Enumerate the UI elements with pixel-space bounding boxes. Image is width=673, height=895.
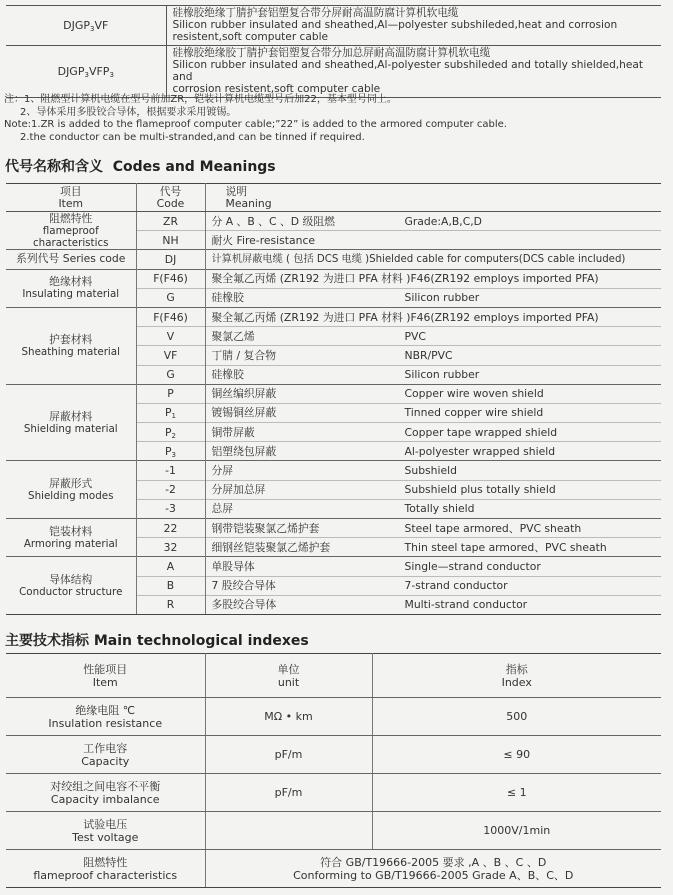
- code-value: $P_1$: [136, 403, 205, 422]
- meaning-cn: 分屏: [211, 464, 234, 478]
- code-value: A: [136, 557, 205, 576]
- meaning-text: 聚全氟乙丙烯 (ZR192 为进口 PFA 材料 )F46(ZR192 employs imported PFA): [211, 272, 599, 286]
- tech-item: 阻燃特性 flameproof characteristics: [6, 850, 205, 888]
- code-row: [6, 307, 661, 326]
- meaning-en: Steel tape armored、PVC sheath: [404, 521, 582, 535]
- tech-index: ≤ 90: [372, 736, 661, 774]
- code-meaning: [205, 250, 661, 269]
- meaning-en: Totally shield: [404, 502, 475, 516]
- code-item: [6, 461, 136, 519]
- code-value: -1: [136, 461, 205, 480]
- item-en: Conductor structure: [19, 585, 123, 598]
- note-en-2: 2.the conductor can be multi-stranded,and can be tinned if required.: [20, 131, 365, 143]
- code-value: P: [136, 384, 205, 403]
- meaning-cn: 硅橡胶: [211, 291, 244, 305]
- code-meaning: [205, 269, 661, 288]
- code-item: [6, 307, 136, 384]
- code-meaning: [205, 519, 661, 538]
- codes-table: [6, 183, 661, 615]
- meaning-cn: 单股导体: [211, 559, 255, 573]
- note-cn-2: 2、导体采用多股铰合导体，根据要求采用镀锡。: [20, 106, 237, 118]
- code-row: [6, 250, 661, 269]
- item-en: Shielding material: [23, 422, 118, 435]
- item-en: Insulating material: [22, 288, 120, 301]
- header-meaning: 说明 Meaning: [205, 184, 661, 212]
- tech-item: 绝缘电阻 ℃ Insulation resistance: [6, 698, 205, 736]
- tech-row: [6, 698, 661, 736]
- tech-row-flameproof: [6, 850, 661, 888]
- code-meaning: [205, 384, 661, 403]
- code-value: V: [136, 327, 205, 346]
- description-line: 硅橡胶绝缘胶丁腈护套铝塑复合带分加总屏耐高温防腐计算机软电缆: [172, 47, 491, 59]
- code-meaning: [205, 212, 661, 231]
- tech-unit: pF/m: [205, 736, 372, 774]
- code-value: 22: [136, 519, 205, 538]
- code-value: 32: [136, 538, 205, 557]
- meaning-en: NBR/PVC: [404, 348, 453, 362]
- item-en: Armoring material: [23, 537, 118, 550]
- tech-header-item: 性能项目 Item: [6, 654, 205, 698]
- model-row: [6, 46, 661, 98]
- tech-row: [6, 774, 661, 812]
- header-code: 代号 Code: [136, 184, 205, 212]
- tech-row: [6, 736, 661, 774]
- model-description: [166, 6, 661, 46]
- tech-item: 工作电容 Capacity: [6, 736, 205, 774]
- meaning-cn: 细钢丝铠装聚氯乙烯护套: [211, 540, 331, 554]
- meaning-en: Subshield plus totally shield: [404, 483, 556, 497]
- code-meaning: [205, 461, 661, 480]
- tech-unit: [205, 812, 372, 850]
- model-description: [166, 46, 661, 98]
- code-meaning: [205, 365, 661, 384]
- code-value: -2: [136, 480, 205, 499]
- meaning-en: Al-polyester wrapped shield: [404, 444, 556, 458]
- meaning-cn: 铜带屏蔽: [211, 425, 255, 439]
- code-value: F(F46): [136, 307, 205, 326]
- meaning-cn: 铝塑绕包屏蔽: [211, 444, 277, 458]
- meaning-en: Multi-strand conductor: [404, 598, 528, 612]
- meaning-en: Tinned copper wire shield: [404, 406, 544, 420]
- meaning-en: Copper tape wrapped shield: [404, 425, 558, 439]
- meaning-en: Single—strand conductor: [404, 559, 541, 573]
- tech-section-title: 主要技术指标 Main technological indexes: [5, 633, 309, 649]
- meaning-cn: 总屏: [211, 502, 234, 516]
- item-cn: 屏蔽材料: [49, 409, 93, 423]
- code-meaning: [205, 557, 661, 576]
- meaning-text: 计算机屏蔽电缆 ( 包括 DCS 电缆 )Shielded cable for computers(DCS cable included): [211, 254, 626, 266]
- code-row: [6, 557, 661, 576]
- meaning-text: 聚全氟乙丙烯 (ZR192 为进口 PFA 材料 )F46(ZR192 employs imported PFA): [211, 310, 599, 324]
- item-cn: 系列代号 Series code: [16, 252, 126, 266]
- header-item: 项目 Item: [6, 184, 136, 212]
- code-item: [6, 212, 136, 250]
- meaning-cn: 分屏加总屏: [211, 483, 266, 497]
- description-line: corrosion resistent,soft computer cable: [172, 83, 381, 95]
- codes-header-row: [6, 184, 661, 212]
- code-item: [6, 519, 136, 557]
- meaning-en: Subshield: [404, 464, 458, 478]
- code-row: [6, 384, 661, 403]
- notes: [4, 94, 664, 144]
- tech-header-row: [6, 654, 661, 698]
- code-meaning: [205, 576, 661, 595]
- meaning-cn: 7 股绞合导体: [211, 579, 276, 593]
- tech-unit: pF/m: [205, 774, 372, 812]
- tech-item: 试验电压 Test voltage: [6, 812, 205, 850]
- code-row: [6, 269, 661, 288]
- item-cn: 绝缘材料: [49, 275, 93, 289]
- tech-table: [6, 653, 661, 888]
- code-meaning: [205, 288, 661, 307]
- code-meaning: [205, 499, 661, 518]
- meaning-en: 7-strand conductor: [404, 579, 508, 593]
- tech-index: 1000V/1min: [372, 812, 661, 850]
- code-value: R: [136, 595, 205, 614]
- meaning-en: Grade:A,B,C,D: [404, 214, 482, 228]
- code-meaning: [205, 423, 661, 442]
- tech-item: 对绞组之间电容不平衡 Capacity imbalance: [6, 774, 205, 812]
- model-table: [6, 5, 661, 98]
- item-en: flameproof characteristics: [33, 224, 109, 249]
- item-cn: 屏蔽形式: [49, 476, 93, 490]
- item-cn: 护套材料: [49, 332, 93, 346]
- item-cn: 导体结构: [49, 572, 93, 586]
- description-line: resistent,soft computer cable: [172, 31, 329, 43]
- code-row: [6, 519, 661, 538]
- model-code: $DJGP_3VFP_3$: [6, 46, 166, 98]
- item-cn: 铠装材料: [49, 524, 93, 538]
- tech-index: 500: [372, 698, 661, 736]
- code-item: [6, 269, 136, 307]
- code-meaning: [205, 231, 661, 250]
- code-value: $P_3$: [136, 442, 205, 461]
- meaning-en: Silicon rubber: [404, 368, 480, 382]
- note-en-1: Note:1.ZR is added to the flameproof computer cable;”22” is added to the armored computer cable.: [4, 119, 507, 130]
- note-cn-1: 注：1、阻燃型计算机电缆在型号前加ZR，铠装计算机电缆型号后加22，基本型号同上。: [4, 94, 397, 105]
- model-row: [6, 6, 661, 46]
- tech-header-index: 指标 Index: [372, 654, 661, 698]
- meaning-cn: 钢带铠装聚氯乙烯护套: [211, 521, 320, 535]
- codes-section-title: 代号名称和含义 Codes and Meanings: [5, 159, 276, 175]
- tech-header-unit: 单位 unit: [205, 654, 372, 698]
- description-line: Silicon rubber insulated and sheathed,Al-polyester subshileded and totally shielded,heat and: [172, 59, 644, 83]
- tech-flameproof-value: 符合 GB/T19666-2005 要求 ,A 、B 、C 、D Conforming to GB/T19666-2005 Grade A、B、C、D: [205, 850, 661, 888]
- meaning-cn: 多股绞合导体: [211, 598, 277, 612]
- meaning-cn: 丁腈 / 复合物: [211, 348, 276, 362]
- code-meaning: [205, 442, 661, 461]
- code-meaning: [205, 480, 661, 499]
- code-meaning: [205, 538, 661, 557]
- tech-index: ≤ 1: [372, 774, 661, 812]
- description-line: Silicon rubber insulated and sheathed,Al—polyester subshileded,heat and corrosion: [172, 19, 618, 31]
- meaning-en: PVC: [404, 329, 426, 343]
- code-meaning: [205, 595, 661, 614]
- code-item: [6, 557, 136, 615]
- meaning-cn: 镀锡铜丝屏蔽: [211, 406, 277, 420]
- code-item: [6, 384, 136, 461]
- meaning-en: Silicon rubber: [404, 291, 480, 305]
- code-value: G: [136, 288, 205, 307]
- item-en: Shielding modes: [28, 489, 114, 502]
- code-meaning: [205, 403, 661, 422]
- meaning-cn: 分 A 、B 、C 、D 级阻燃: [211, 214, 335, 228]
- meaning-en: Thin steel tape armored、PVC sheath: [404, 540, 607, 554]
- code-value: DJ: [136, 250, 205, 269]
- tech-row: [6, 812, 661, 850]
- code-value: B: [136, 576, 205, 595]
- meaning-cn: 硅橡胶: [211, 368, 244, 382]
- meaning-cn: 聚氯乙烯: [211, 329, 255, 343]
- meaning-text: 耐火 Fire-resistance: [211, 233, 316, 247]
- model-code: $DJGP_3VF$: [6, 6, 166, 46]
- code-value: G: [136, 365, 205, 384]
- code-value: NH: [136, 231, 205, 250]
- item-en: Sheathing material: [21, 345, 120, 358]
- description-line: 硅橡胶绝缘丁腈护套铝塑复合带分屏耐高温防腐计算机软电缆: [172, 7, 459, 19]
- item-cn: 阻燃特性: [49, 211, 93, 225]
- code-value: VF: [136, 346, 205, 365]
- meaning-cn: 铜丝编织屏蔽: [211, 387, 277, 401]
- code-value: ZR: [136, 212, 205, 231]
- code-value: -3: [136, 499, 205, 518]
- code-meaning: [205, 327, 661, 346]
- code-row: [6, 212, 661, 231]
- code-meaning: [205, 307, 661, 326]
- code-row: [6, 461, 661, 480]
- tech-unit: MΩ • km: [205, 698, 372, 736]
- code-item: [6, 250, 136, 269]
- meaning-en: Copper wire woven shield: [404, 387, 544, 401]
- code-value: $P_2$: [136, 423, 205, 442]
- code-value: F(F46): [136, 269, 205, 288]
- code-meaning: [205, 346, 661, 365]
